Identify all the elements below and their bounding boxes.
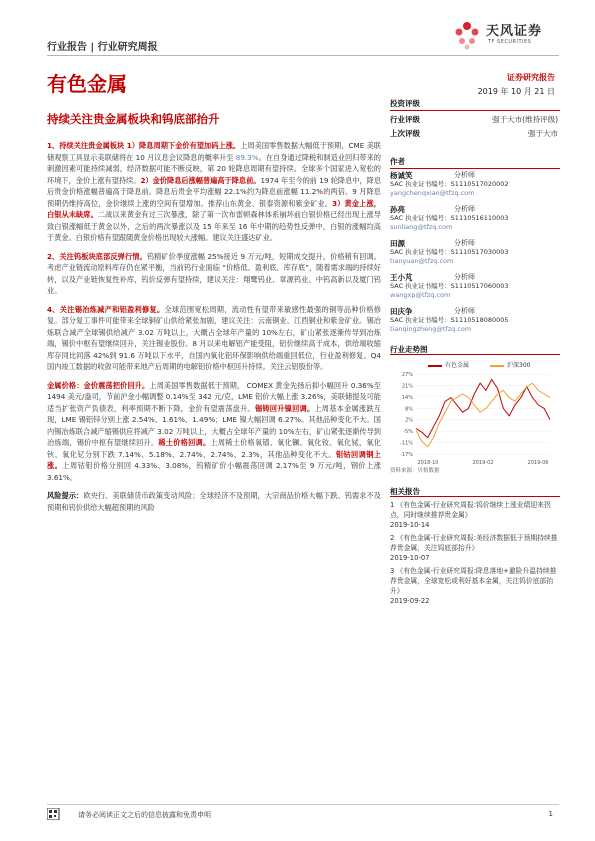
related-report-item[interactable]: 3 《有色金属-行业研究周报:降息落地+避险升温持续推荐贵金属，全球宽松或利好基本金属，关注钨价底部抬升》 2019-09-22: [390, 567, 557, 605]
x-tick-label: 2018-10: [417, 460, 439, 466]
chart-source: 资料来源：贝格数据: [390, 468, 440, 474]
author-email-link[interactable]: tianyuan@tfzq.com: [390, 257, 454, 265]
paragraph-precious-metals: 1、持续关注贵金属板块 1）降息周期下金价有望加码上涨。上周美国零售数据大幅低于预期，CME 美联储观察工具显示美联储将在 10 月议息会议降息的概率升至 89.3%。在自身通过降税和制造业回归带来的刺激因素可能持续减弱，经济数据可能不断反映，第 20 轮降息周期有望持续。全球多个国家进入宽松的环境下，金价上涨有望持续。2）金价降息后涨幅普遍高于降息前。1974 年至今的前 19 轮降息中，降息后贵金价格涨幅普遍高于降息前。降息后贵金平均涨幅 22.1%约为降息前涨幅 11.2%的两倍。9 月降息预期仍维持高位，金价继续上涨的空间有望增加。推荐山东黄金、银泰资源和紫金矿业。3）黄金上涨，白银从未缺席。二战以来黄金有过三次暴涨，除了第一次布雷顿森林体系崩坏前白银价格已经出现上涨导致白银涨幅低于黄金以外，之后的两次暴涨以及 15 年来至 16 年中期的趋势性反弹中，白银的涨幅均高于黄金。白银价格有望跟随黄金价格出现较大涨幅。建议关注盛达矿业。: [47, 141, 382, 242]
logo-subtext: TF SECURITIES: [488, 39, 532, 45]
y-tick-label: 27%: [401, 372, 413, 378]
author-card: 杨诚笑 分析师 SAC 执业证书编号：S1110517020002 yangchenqxiao@tfzq.com: [390, 171, 560, 198]
legend-item: 沪深300: [490, 360, 530, 369]
industry-title: 有色金属: [47, 72, 127, 96]
footer-divider: [47, 804, 559, 805]
related-report-item[interactable]: 1 《有色金属-行业研究周报:钨价继续上涨业绩迎来拐点，同时继续推荐贵金属》 2019-10-14: [390, 501, 551, 529]
author-email-link[interactable]: tianqingzheng@tfzq.com: [390, 325, 472, 333]
author-email-link[interactable]: yangchenqxiao@tfzq.com: [390, 189, 475, 197]
series-line: [416, 380, 550, 438]
trend-chart-svg: [390, 354, 560, 472]
related-divider: [390, 496, 560, 497]
main-body: [47, 140, 381, 520]
paragraph-tungsten: 2、关注钨板块底部反弹行情。钨精矿价季度涨幅 25%接近 9 万元/吨，短期成交提升，价格稍有回调。考虑产业链流动原料库存仍在紧平衡，当前钨行业面临 “价格低、盈利底、库存底”，随着需求端的持续好转，以及产业链恢复性补库，钨价反弹有望持续，建议关注：翔鹭钨业、章源钨业、中钨高新以及厦门钨业。: [47, 251, 381, 295]
author-email-link[interactable]: sunliang@tfzq.com: [390, 223, 453, 231]
authors-heading: 作者: [390, 157, 405, 166]
qr-code-icon: [47, 808, 75, 820]
logo-text: 天风证券: [486, 24, 543, 39]
previous-rating-row: 上次评级 强于大市: [390, 129, 558, 138]
report-subtitle: 持续关注贵金属板块和钨底部抬升: [47, 112, 220, 126]
page-number: 1: [548, 810, 553, 818]
paragraph-metal-prices: 金属价格：金价震荡把价回升。上周美国零售数据低于预期， COMEX 黄金先扬后抑小幅回升 0.36%至 1494 美元/盎司，节前沪金小幅调整 0.14%至 342 元/克，LME 铝价大幅上涨 3.26%，美联储提及可能适当扩张资产负债表，利率预期不断下降，金价有望震荡盘升。锡铸回升镍回调。上周基本金属涨跌互现，LME 锡铝锌分别上涨 2.54%、1.61%、1.49%；LME 镍大幅回调 6.27%。其他品种变化不大。国内锡冶炼联合减产缩锡供应将减产 3.02 万吨以上，大概占全球年产量的 10%左右，矿山紧张逐渐传导到冶炼端，锡价中枢有望继续回升。稀土价格回调。上周稀土价格氧镨、氧化镧、氧化钕、氧化铽、氧化钬、氧化钇分别下跌 7.14%、5.18%、2.74%、2.74%、2.3%，其他品种变化不大。钼钴回调钢上涨。上周钴钼价格分别回 4.33%、3.08%，钨精矿价小幅震荡回调 2.17%至 9 万元/吨，钢价上涨 3.61%。: [47, 380, 381, 482]
author-card: 田源 分析师 SAC 执业证书编号：S1110517030003 tianyuan@tfzq.com: [390, 239, 560, 266]
y-tick-label: -5%: [403, 429, 413, 436]
report-type: 证券研究报告: [507, 73, 555, 82]
author-card: 田庆争 分析师 SAC 执业证书编号：S1110518080005 tianqingzheng@tfzq.com: [390, 307, 560, 334]
rating-divider: [390, 110, 560, 111]
y-tick-label: 21%: [401, 383, 413, 390]
related-heading: 相关报告: [390, 487, 420, 496]
related-report-item[interactable]: 2 《有色金属-行业研究周报:美经济数据低于预期持续推荐贵金属，关注钨底部抬升》 2019-10-07: [390, 534, 558, 562]
footer-disclaimer: 请务必阅读正文之后的信息披露和免责申明: [78, 811, 211, 819]
rating-heading: 投资评级: [390, 99, 420, 108]
report-category: 行业报告 | 行业研究周报: [47, 42, 158, 53]
legend-item: 有色金属: [428, 360, 469, 369]
related-reports: [390, 500, 560, 609]
author-card: 王小芃 分析师 SAC 执业证书编号：S1110517060003 wangxp@tfzq.com: [390, 273, 560, 300]
chart-heading: 行业走势图: [390, 345, 428, 354]
y-tick-label: 14%: [401, 394, 413, 401]
authors-divider: [390, 168, 560, 169]
author-card: 孙亮 分析师 SAC 执业证书编号：S1110516110003 sunliang@tfzq.com: [390, 205, 560, 232]
x-tick-label: 2019-02: [472, 460, 494, 466]
y-tick-label: -11%: [400, 440, 413, 447]
y-tick-label: 2%: [405, 417, 413, 424]
report-date: 2019 年 10 月 21 日: [477, 87, 555, 96]
industry-trend-chart: [390, 354, 560, 472]
y-tick-label: -17%: [400, 452, 413, 458]
y-tick-label: 8%: [405, 406, 413, 413]
author-email-link[interactable]: wangxp@tfzq.com: [390, 291, 451, 299]
x-tick-label: 2019-06: [527, 460, 549, 466]
paragraph-tin-aluminum: 4、关注锡冶炼减产和铝盈利修复。全球范围宽松周期，流动性有望带来敏感性最强的铜等品种价格修复。部分复工事件可能带来全球铜矿山供给紧张加剧，建议关注：云南铜业、江西铜业和紫金矿业。锡冶炼联合减产全球锡供给减产 3.02 万吨以上，大概占全球年产量的 10%左右，矿山紧张逐渐传导到冶炼端，锡价中枢有望继续回升，关注锡业股份。8 月以来电解铝产能受阻，铝价继续高于成本，供给端收缩库存同比同落 42%到 91.6 万吨以下水平，自国内氧化铝环保影响供给端重回低位，行业盈利修复。Q4 国内竣工数据的收敛可能带来地产后周期的电解铝价格中枢回升持续。关注云铝股份等。: [47, 304, 381, 371]
industry-rating-row: 行业评级 强于大市(维持评级): [390, 115, 558, 124]
company-logo: [452, 18, 562, 54]
logo-mark-icon: [452, 20, 482, 50]
header-divider: [47, 55, 559, 56]
paragraph-risk: 风险提示：欧央行、美联储货币政策变动风险；全球经济不及预期，大宗商品价格大幅下跌、钨需求不及预期和钨价供给大幅超预期的风险: [47, 491, 381, 512]
